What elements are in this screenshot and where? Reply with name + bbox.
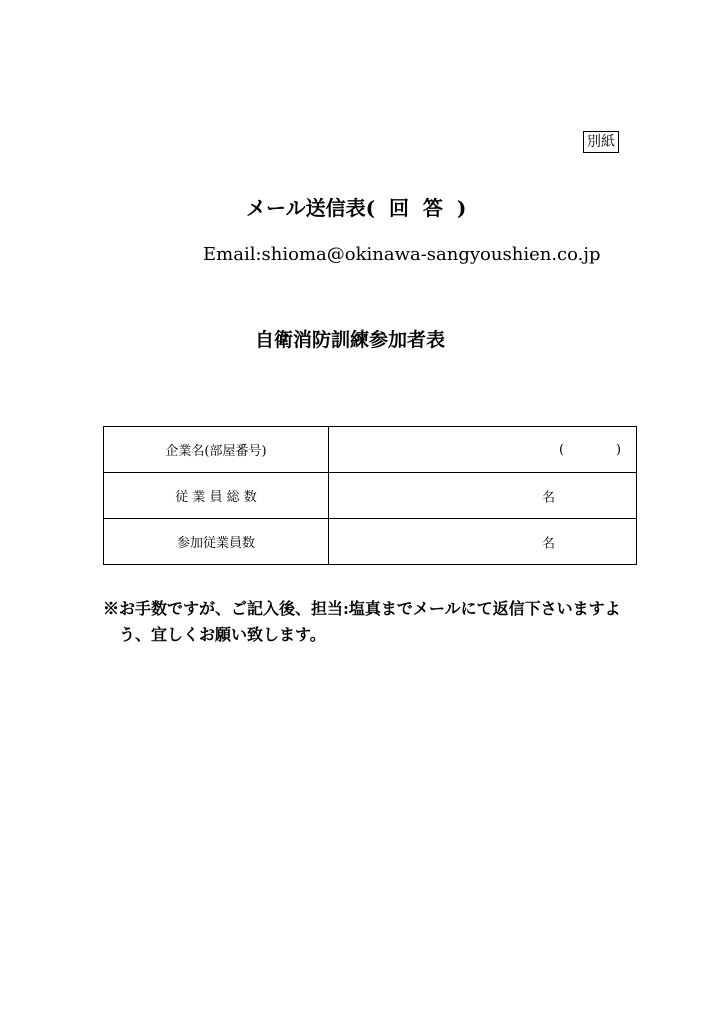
company-name-label: 企業名(部屋番号) <box>104 427 329 473</box>
document-title: メール送信表( 回 答 ) <box>246 196 467 220</box>
table-title: 自衛消防訓練参加者表 <box>255 329 446 351</box>
email-label: Email: <box>203 244 262 265</box>
email-line <box>203 242 600 268</box>
participating-employees-label: 参加従業員数 <box>104 519 329 565</box>
company-name-field[interactable] <box>329 427 637 473</box>
reply-instruction-note: ※お手数ですが、ご記入後、担当:塩真までメールにて返信下さいますよう、宜しくお願い致します。 <box>103 599 621 644</box>
total-employees-label: 従 業 員 総 数 <box>104 473 329 519</box>
table-row-total-employees <box>104 473 637 519</box>
total-employees-field[interactable] <box>329 473 637 519</box>
participant-form-table <box>103 426 637 565</box>
attachment-label: 別紙 <box>583 131 619 153</box>
total-employees-unit: 名 <box>542 490 556 505</box>
participating-employees-unit: 名 <box>542 536 556 551</box>
participating-employees-field[interactable] <box>329 519 637 565</box>
table-row-participating-employees <box>104 519 637 565</box>
room-number-paren-close: ) <box>616 442 622 457</box>
email-address: shioma@okinawa-sangyoushien.co.jp <box>261 244 601 265</box>
table-row-company <box>104 427 637 473</box>
room-number-paren-open: ( <box>559 442 565 457</box>
